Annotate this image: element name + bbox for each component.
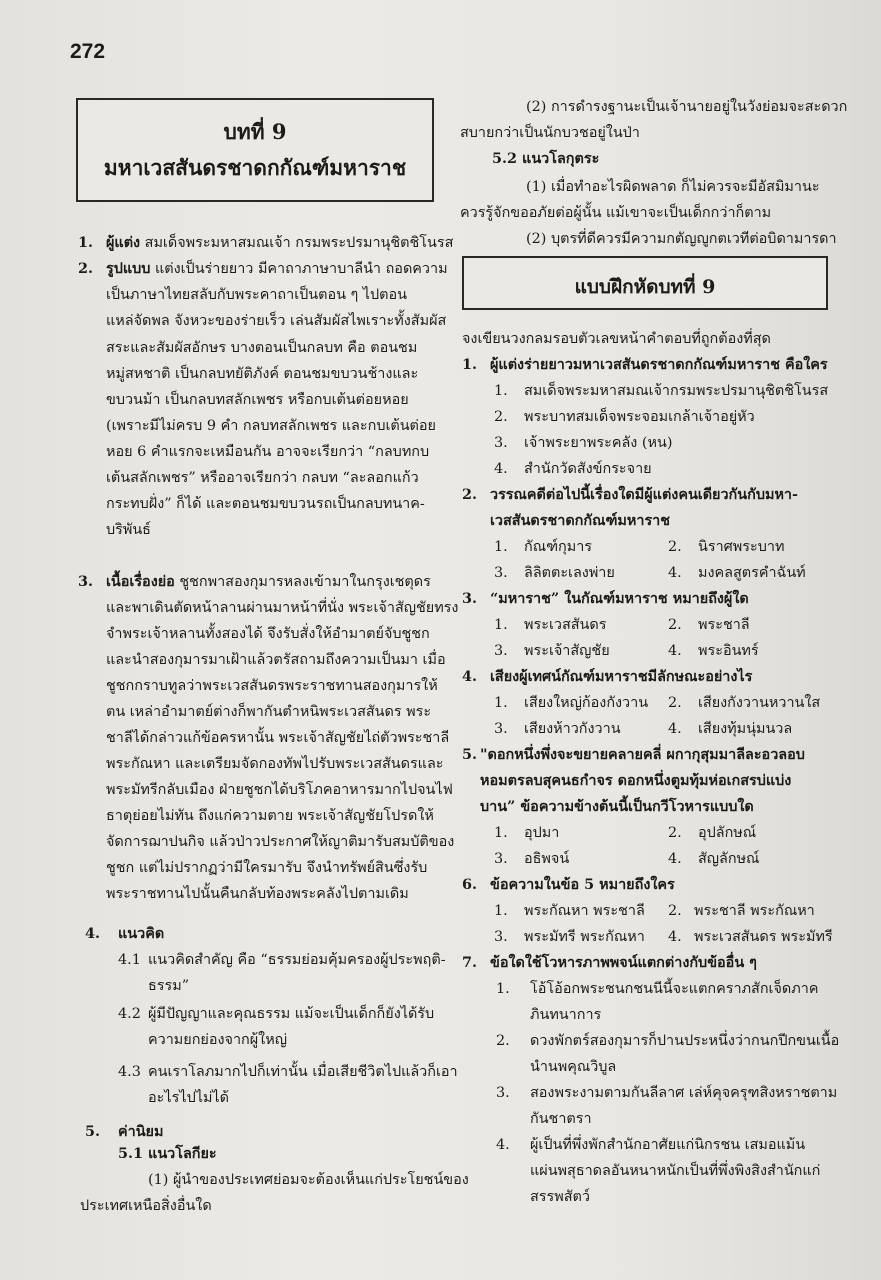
option-text: เสียงกังวานหวานใส <box>698 695 821 711</box>
option-text: สมเด็จพระมหาสมณเจ้ากรมพระปรมานุชิตชิโนรส <box>524 383 829 399</box>
instruction: จงเขียนวงกลมรอบตัวเลขหน้าคำตอบที่ถูกต้องที่สุด <box>462 331 771 347</box>
option-text: พระเจ้าสัญชัย <box>524 643 610 659</box>
body-line: สระและสัมผัสอักษร บางตอนเป็นกลบท คือ ตอนชม <box>106 340 418 356</box>
option-number: 3. <box>496 1085 510 1101</box>
option-number: 2. <box>496 1033 510 1049</box>
question-text: บาน” ข้อความข้างต้นนี้เป็นกวีโวหารแบบใด <box>480 798 754 815</box>
option-number: 4. <box>496 1137 510 1153</box>
option-text: พระเวสสันดร <box>524 617 607 633</box>
option-text: แผ่นพสุธาดลอันหนาหนักเป็นที่พึ่งพิงสิงสำนักแก่ <box>530 1163 821 1179</box>
body-line: กระทบฝั่ง” ก็ได้ และตอนชมขบวนรถเป็นกลบทนาค- <box>106 496 425 512</box>
question-number: 7. <box>462 954 478 971</box>
option-text: เสียงทุ้มนุ่มนวล <box>698 721 793 737</box>
option-number: 4. <box>494 461 508 477</box>
option-number: 4. <box>668 565 682 581</box>
body-line: แหล่จัดพล จังหวะของร่ายเร็ว เล่นสัมผัสไพเราะทั้งสัมผัส <box>106 313 447 329</box>
item-number: 5. <box>85 1123 101 1140</box>
sub-number: 4.2 <box>118 1006 141 1022</box>
option-number: 2. <box>494 409 508 425</box>
option-number: 4. <box>668 851 682 867</box>
option-number: 2. <box>668 617 682 633</box>
question-text: ข้อใดใช้โวหารภาพพจน์แตกต่างกับข้ออื่น ๆ <box>490 954 757 971</box>
body-line: (2) บุตรที่ดีควรมีความกตัญญูกตเวทีต่อบิดามารดา <box>526 231 837 247</box>
body-line: สบายกว่าเป็นนักบวชอยู่ในป่า <box>460 125 640 141</box>
option-text: กันชาตรา <box>530 1111 592 1127</box>
item-number: 2. <box>78 260 94 277</box>
author-line <box>106 234 453 252</box>
body-line: และพาเดินตัดหน้าลานผ่านมาหน้าที่นั่ง พระเจ้าสัญชัยทรง <box>106 600 459 616</box>
question-number: 1. <box>462 356 478 373</box>
option-number: 3. <box>494 643 508 659</box>
item-number: 4. <box>85 925 101 942</box>
option-text: มงคลสูตรคำฉันท์ <box>698 565 806 581</box>
option-text: อุปลักษณ์ <box>698 825 757 841</box>
option-number: 3. <box>494 929 508 945</box>
question-number: 6. <box>462 876 478 893</box>
option-number: 2. <box>668 695 682 711</box>
option-text: เจ้าพระยาพระคลัง (หน) <box>524 435 673 451</box>
body-line: ธาตุย่อยไม่ทัน ถึงแก่ความตาย พระเจ้าสัญชัยโปรดให้ <box>106 808 434 824</box>
question-number: 3. <box>462 590 478 607</box>
option-number: 1. <box>494 695 508 711</box>
sub-number: 4.1 <box>118 952 141 968</box>
item-label: รูปแบบ <box>106 260 151 277</box>
option-text: อธิพจน์ <box>524 851 570 867</box>
option-text: สองพระงามตามกันลีลาศ เล่ห์คุจครุฑสิงหราชตาม <box>530 1085 838 1101</box>
body-line: ขบวนม้า เป็นกลบทสลักเพชร หรือกบเต้นต่อยหอย <box>106 392 409 408</box>
item-text: สมเด็จพระมหาสมณเจ้า กรมพระปรมานุชิตชิโนรส <box>140 235 454 251</box>
option-text: พระชาลี พระกัณหา <box>694 903 815 919</box>
option-number: 1. <box>494 617 508 633</box>
body-line: พระมัทรีกลับเมือง ฝ่ายชูชกได้บริโภคอาหารมากไปจนไฟ <box>106 782 453 798</box>
body-line: และนำสองกุมารมาเฝ้าแล้วตรัสถามถึงความเป็นมา เมื่อ <box>106 652 446 668</box>
question-number: 4. <box>462 668 478 685</box>
option-number: 1. <box>494 825 508 841</box>
item-number: 1. <box>78 234 94 251</box>
body-line: ควรรู้จักขออภัยต่อผู้นั้น แม้เขาจะเป็นเด็กกว่าก็ตาม <box>460 205 772 221</box>
option-number: 2. <box>668 825 682 841</box>
body-line: พระราชทานไปนั้นคืนกลับท้องพระคลังไปตามเดิม <box>106 886 409 902</box>
option-number: 3. <box>494 565 508 581</box>
option-text: สำนักวัดสังข์กระจาย <box>524 461 652 477</box>
body-line: คนเราโลภมากไปก็เท่านั้น เมื่อเสียชีวิตไปแล้วก็เอา <box>148 1064 458 1080</box>
option-number: 1. <box>494 539 508 555</box>
option-text: พระเวสสันดร พระมัทรี <box>694 929 833 945</box>
body-line: เป็นภาษาไทยสลับกับพระคาถาเป็นตอน ๆ ไปตอน <box>106 287 408 303</box>
chapter-title-box <box>76 98 434 202</box>
body-line: ชาลีได้กล่าวแก้ข้อครหานั้น พระเจ้าสัญชัยไถ่ตัวพระชาลี <box>106 730 450 746</box>
page-number: 272 <box>70 40 106 63</box>
body-line: จำพระเจ้าหลานทั้งสองได้ จึงรับสั่งให้อำมาตย์จับชูชก <box>106 626 430 642</box>
chapter-subtitle: มหาเวสสันดรชาดกกัณฑ์มหาราช <box>103 155 407 180</box>
body-line: (เพราะมีไม่ครบ 9 คำ กลบทสลักเพชร และกบเต้นต่อย <box>106 418 436 434</box>
body-line: (1) เมื่อทำอะไรผิดพลาด ก็ไม่ควรจะมีอัสมิมานะ <box>526 179 820 195</box>
option-text: ภินทนาการ <box>530 1007 602 1023</box>
option-text: นิราศพระบาท <box>698 539 785 555</box>
option-number: 4. <box>668 929 682 945</box>
item-text: ชูชกพาสองกุมารหลงเข้ามาในกรุงเชตุดร <box>174 574 431 590</box>
body-line: (2) การดำรงฐานะเป็นเจ้านายอยู่ในวังย่อมจะสะดวก <box>526 99 848 115</box>
item-label: แนวคิด <box>118 925 165 942</box>
exercise-title: แบบฝึกหัดบทที่ 9 <box>574 276 716 298</box>
body-line: อะไรไปไม่ได้ <box>148 1090 230 1106</box>
option-text: สรรพสัตว์ <box>530 1189 590 1205</box>
option-text: พระกัณหา พระชาลี <box>524 903 645 919</box>
item-label: เนื้อเรื่องย่อ <box>106 573 175 590</box>
option-number: 3. <box>494 851 508 867</box>
option-text: อุปมา <box>524 825 560 841</box>
body-line: ความยกย่องจากผู้ใหญ่ <box>148 1032 287 1048</box>
question-text: หอมตรลบสุคนธกำจร ดอกหนึ่งตูมทุ้มห่อเกสรบ่แบ่ง <box>480 772 792 789</box>
question-text: "ดอกหนึ่งพึ่งจะขยายคลายคลี่ ผกากุสุมมาลีละอวลอบ <box>480 746 805 763</box>
body-line: บริพันธ์ <box>106 522 151 538</box>
item-number: 3. <box>78 573 94 590</box>
option-text: เสียงใหญ่ก้องกังวาน <box>524 695 649 711</box>
exercise-title-box <box>462 256 828 310</box>
subsection-heading: 5.1 แนวโลกียะ <box>118 1145 217 1162</box>
body-line: ตน เหล่าอำมาตย์ต่างก็พากันตำหนิพระเวสสันดร พระ <box>106 704 432 720</box>
body-line: ชูชกกราบทูลว่าพระเวสสันดรพระราชทานสองกุมารให้ <box>106 678 438 694</box>
subsection-heading: 5.2 แนวโลกุตระ <box>492 150 600 167</box>
option-number: 4. <box>668 643 682 659</box>
option-number: 3. <box>494 435 508 451</box>
option-text: พระมัทรี พระกัณหา <box>524 929 645 945</box>
option-text: พระบาทสมเด็จพระจอมเกล้าเจ้าอยู่หัว <box>524 409 755 425</box>
form-line <box>106 260 448 278</box>
question-text: เวสสันดรชาดกกัณฑ์มหาราช <box>490 512 671 529</box>
option-number: 2. <box>668 539 682 555</box>
body-line: เต้นสลักเพชร” หรืออาจเรียกว่า กลบท “ละลอกแก้ว <box>106 470 419 486</box>
option-text: ลิลิตตะเลงพ่าย <box>524 565 615 581</box>
body-line: พระกัณหา และเตรียมจัดกองทัพไปรับพระเวสสันดรและ <box>106 756 444 772</box>
option-number: 2. <box>668 903 682 919</box>
question-number: 5. <box>462 746 478 763</box>
option-number: 4. <box>668 721 682 737</box>
option-text: พระอินทร์ <box>698 643 759 659</box>
body-line: ประเทศเหนือสิ่งอื่นใด <box>80 1198 212 1214</box>
item-label: ผู้แต่ง <box>106 234 141 251</box>
body-line: ผู้มีปัญญาและคุณธรรม แม้จะเป็นเด็กก็ยังได้รับ <box>148 1006 435 1022</box>
body-line: หมู่สหชาติ เป็นกลบทยัติภังค์ ตอนชมขบวนช้างและ <box>106 366 419 382</box>
body-line: หอย 6 คำแรกจะเหมือนกัน อาจจะเรียกว่า “กลบทกบ <box>106 444 430 460</box>
option-text: กัณฑ์กุมาร <box>524 539 593 555</box>
option-text: สัญลักษณ์ <box>698 851 760 867</box>
option-number: 1. <box>494 383 508 399</box>
option-text: ผู้เป็นที่พึ่งพักสำนักอาศัยแก่นิกรชน เสมอแม้น <box>530 1137 806 1153</box>
option-number: 1. <box>496 981 510 997</box>
option-text: โอ้โอ้อกพระชนกชนนีนี้จะแตกคราภสักเจ็ดภาค <box>530 981 819 997</box>
question-text: ผู้แต่งร่ายยาวมหาเวสสันดรชาดกกัณฑ์มหาราช คือใคร <box>490 356 828 373</box>
sub-number: 4.3 <box>118 1064 141 1080</box>
body-line: แนวคิดสำคัญ คือ “ธรรมย่อมคุ้มครองผู้ประพฤติ- <box>148 952 446 968</box>
body-line: (1) ผู้นำของประเทศย่อมจะต้องเห็นแก่ประโยชน์ของ <box>148 1172 469 1188</box>
item-text: แต่งเป็นร่ายยาว มีคาถาภาษาบาลีนำ ถอดความ <box>150 261 448 277</box>
option-text: เสียงห้าวกังวาน <box>524 721 621 737</box>
body-line: ธรรม” <box>148 978 190 994</box>
question-text: เสียงผู้เทศน์กัณฑ์มหาราชมีลักษณะอย่างไร <box>490 668 753 685</box>
question-text: ข้อความในข้อ 5 หมายถึงใคร <box>490 876 675 893</box>
body-line: ชูชก แต่ไม่ปรากฏว่ามีใครมารับ จึงนำทรัพย์สินซึ่งรับ <box>106 860 428 876</box>
option-text: ดวงพักตร์สองกุมารก็ปานประหนึ่งว่ากนกปีกขนเนื้อ <box>530 1033 840 1049</box>
chapter-title: บทที่ 9 <box>223 119 287 144</box>
option-number: 1. <box>494 903 508 919</box>
question-number: 2. <box>462 486 478 503</box>
question-text: วรรณคดีต่อไปนี้เรื่องใดมีผู้แต่งคนเดียวกันกับมหา- <box>490 486 798 503</box>
option-number: 3. <box>494 721 508 737</box>
body-line: จัดการฌาปนกิจ แล้วป่าวประกาศให้ญาติมารับสมบัติของ <box>106 834 455 850</box>
option-text: พระชาลี <box>698 617 750 633</box>
option-text: นำนพคุณวิบูล <box>530 1059 617 1075</box>
item-label: ค่านิยม <box>118 1123 164 1140</box>
synopsis-line <box>106 573 431 591</box>
question-text: “มหาราช” ในกัณฑ์มหาราช หมายถึงผู้ใด <box>490 590 749 607</box>
